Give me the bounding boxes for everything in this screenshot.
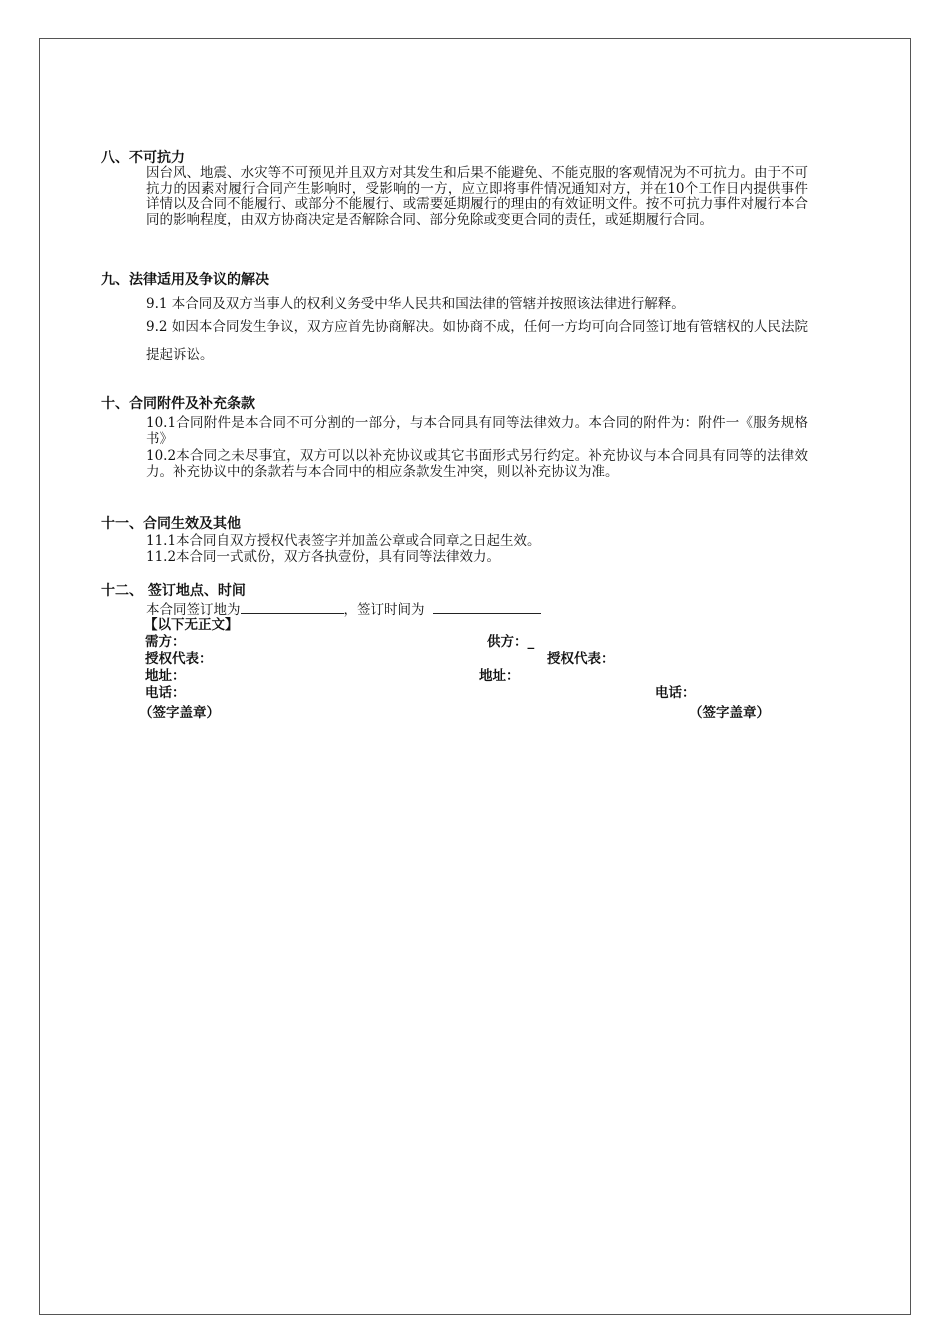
supplier-phone-label: 电话： — [655, 685, 696, 701]
signing-place-blank — [241, 601, 344, 614]
section-12-title: 十二、 签订地点、时间 — [101, 583, 246, 599]
supplier-address-label: 地址： — [479, 668, 520, 684]
signing-place-time — [146, 601, 541, 619]
clause-11-1: 11.1本合同自双方授权代表签字并加盖公章或合同章之日起生效。 — [146, 533, 541, 549]
signing-time-label: ，签订时间为 — [343, 602, 425, 618]
section-8-body: 因台风、地震、水灾等不可预见并且双方对其发生和后果不能避免、不能克服的客观情况为不可抗力。由于不可抗力的因素对履行合同产生影响时，受影响的一方，应立即将事件情况通知对方，并在10个工作日内提供事件详情以及合同不能履行、或部分不能履行、或需要延期履行的理由的有效证明文件。按不可抗力事件对履行本合同的影响程度，由双方协商决定是否解除合同、部分免除或变更合同的责任，或延期履行合同。 — [146, 165, 808, 228]
buyer-seal-label: （签字盖章） — [139, 705, 220, 721]
signing-time-blank — [433, 601, 541, 614]
supplier-label: 供方：_ — [487, 634, 535, 650]
clause-10-1: 10.1合同附件是本合同不可分割的一部分，与本合同具有同等法律效力。本合同的附件为：附件一《服务规格书》 — [146, 415, 808, 447]
clause-11-2: 11.2本合同一式贰份，双方各执壹份，具有同等法律效力。 — [146, 549, 501, 565]
clause-9-2: 9.2 如因本合同发生争议，双方应首先协商解决。如协商不成，任何一方均可向合同签订地有管辖权的人民法院提起诉讼。 — [146, 319, 808, 363]
clause-10-2: 10.2本合同之未尽事宜，双方可以以补充协议或其它书面形式另行约定。补充协议与本合同具有同等的法律效力。补充协议中的条款若与本合同中的相应条款发生冲突，则以补充协议为准。 — [146, 448, 808, 480]
buyer-label: 需方： — [145, 634, 186, 650]
clause-9-1: 9.1 本合同及双方当事人的权利义务受中华人民共和国法律的管辖并按照该法律进行解释。 — [146, 296, 685, 312]
buyer-rep-label: 授权代表： — [145, 651, 213, 667]
section-10-title: 十、合同附件及补充条款 — [101, 396, 255, 412]
supplier-seal-label: （签字盖章） — [689, 705, 770, 721]
buyer-address-label: 地址： — [145, 668, 186, 684]
end-of-text-mark: 【以下无正文】 — [144, 617, 239, 633]
supplier-rep-label: 授权代表： — [547, 651, 615, 667]
signing-place-label: 本合同签订地为 — [146, 602, 241, 618]
section-8-title: 八、不可抗力 — [101, 150, 185, 166]
section-9-title: 九、法律适用及争议的解决 — [101, 272, 269, 288]
buyer-phone-label: 电话： — [145, 685, 186, 701]
section-11-title: 十一、合同生效及其他 — [101, 516, 241, 532]
